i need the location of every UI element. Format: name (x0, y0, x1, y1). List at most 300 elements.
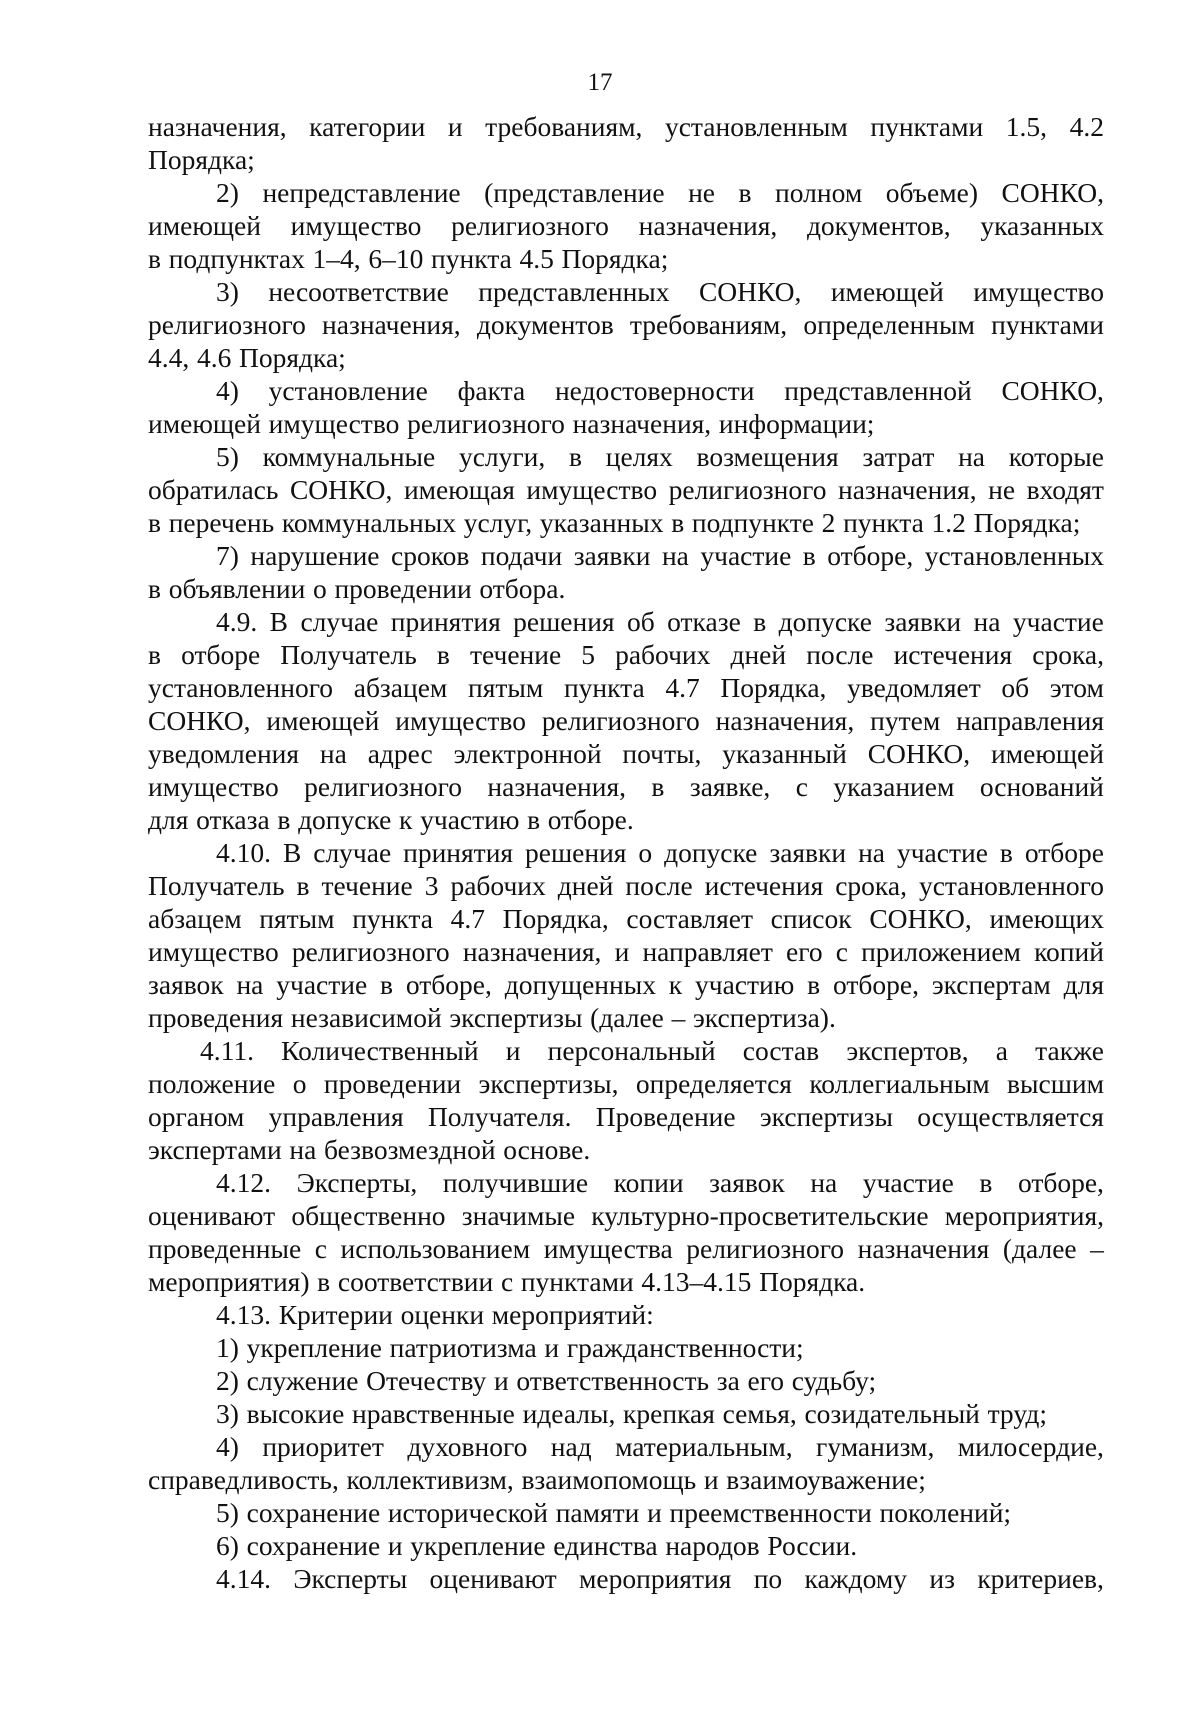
word: назначения (857, 1233, 990, 1264)
word: участие (1012, 606, 1104, 637)
word: назначения, (837, 474, 977, 505)
word: о (313, 573, 327, 604)
word: решения (513, 606, 615, 637)
word: принятия (390, 606, 501, 637)
word: созидательный (804, 1398, 980, 1429)
word: коммунальные (262, 441, 436, 472)
word: семья, (722, 1398, 797, 1429)
word: услуг, (463, 507, 533, 538)
word: случае (313, 837, 392, 868)
word: для (1063, 969, 1104, 1000)
word: срока, (1032, 639, 1104, 670)
text-line (148, 1067, 1104, 1100)
word: СОНКО, (698, 276, 802, 307)
word: установление (268, 375, 428, 406)
word: в (569, 441, 583, 472)
word: и (703, 1464, 719, 1495)
word: после (806, 639, 874, 670)
word: В (282, 837, 302, 868)
word: в (148, 507, 161, 538)
word: религиозного (668, 474, 827, 505)
word: состав (742, 1035, 820, 1066)
word: крепкая (623, 1398, 715, 1429)
word: на (289, 1134, 317, 1165)
word: оценки (400, 1299, 485, 1330)
word: пункта (431, 243, 512, 274)
word: о (292, 1068, 307, 1099)
word: после (625, 870, 693, 901)
word: приоритет (262, 1431, 384, 1462)
word: путем (870, 705, 941, 736)
word: отборе, (1017, 1167, 1104, 1198)
word: на (958, 441, 986, 472)
word: представленной (784, 375, 972, 406)
word: мероприятия (579, 1563, 732, 1594)
word: СОНКО, (867, 738, 971, 769)
word: 4.6 (196, 342, 232, 373)
word: пунктами (520, 1266, 634, 1297)
word: назначения, (638, 210, 778, 241)
word: перечень (168, 507, 275, 538)
word: из (929, 1563, 955, 1594)
word: идеалы, (522, 1398, 616, 1429)
word: религиозного (407, 408, 565, 439)
word: и (493, 1365, 509, 1396)
word: взаимоуважение; (726, 1464, 926, 1495)
word: по (753, 1563, 783, 1594)
word: (далее (590, 1002, 664, 1033)
word: истечения (893, 639, 1013, 670)
word: 4.13. (216, 1299, 271, 1330)
word: участию (695, 969, 795, 1000)
word: отборе (181, 639, 261, 670)
word: принятия (403, 837, 514, 868)
word: назначения, (462, 936, 602, 967)
word: участие (276, 969, 368, 1000)
word: установленным (664, 111, 848, 142)
text-line (148, 1265, 1104, 1298)
word: и (387, 1530, 403, 1561)
word: случае (300, 606, 379, 637)
word: имеющей (148, 210, 261, 241)
word: – (1090, 1233, 1104, 1264)
word: проведения (148, 1002, 284, 1033)
word: 4.13–4.15 (641, 1266, 752, 1297)
word: целях (605, 441, 673, 472)
word: допущенных (504, 969, 656, 1000)
word: 2) (216, 1365, 239, 1396)
word: установленных (924, 540, 1104, 571)
word: документов, (806, 210, 951, 241)
word: заявки (884, 606, 962, 637)
word: высшим (1007, 1068, 1104, 1099)
word: Порядка; (561, 243, 669, 274)
word: пункта (843, 507, 924, 538)
word: с (835, 936, 848, 967)
text-line (148, 275, 1104, 308)
word: приложением (861, 936, 1021, 967)
word: недостоверности (554, 375, 755, 406)
word: материальным, (615, 1431, 793, 1462)
text-line (148, 1199, 1104, 1232)
text-line (148, 770, 1104, 803)
word: религиозного (541, 705, 700, 736)
text-line (148, 1034, 1104, 1067)
word: имущество (395, 705, 526, 736)
word: СОНКО, (1001, 177, 1104, 208)
word: экспертам (931, 969, 1051, 1000)
text-line (148, 539, 1104, 572)
word: также (1035, 1035, 1104, 1066)
word: общественно (291, 1200, 446, 1231)
word: судьбу; (791, 1365, 877, 1396)
word: и (505, 1035, 521, 1066)
word: религиозного (291, 936, 450, 967)
word: имущество (268, 408, 400, 439)
word: коммунальных (281, 507, 456, 538)
word: участие (862, 1167, 954, 1198)
word: и (447, 111, 463, 142)
word: отборе (1024, 837, 1104, 868)
word: участие (896, 837, 988, 868)
word: об (1001, 672, 1030, 703)
document-body (148, 110, 1104, 1595)
word: назначения, (487, 771, 626, 802)
word: на (236, 969, 264, 1000)
word: дней (557, 870, 614, 901)
word: услуги, (458, 441, 546, 472)
word: адрес (367, 738, 433, 769)
text-line (148, 176, 1104, 209)
text-line (148, 506, 1104, 539)
word: допуске (664, 837, 758, 868)
word: Порядка, (502, 903, 609, 934)
word: соответствии (337, 1266, 494, 1297)
word: полном (775, 177, 863, 208)
word: имеющей (991, 738, 1104, 769)
word: сохранение (246, 1530, 381, 1561)
word: имущества (543, 1233, 673, 1264)
word: проведенные (148, 1233, 302, 1264)
word: на (319, 738, 347, 769)
text-line (148, 968, 1104, 1001)
word: на (661, 540, 689, 571)
word: не (688, 177, 716, 208)
text-line (148, 407, 1104, 440)
word: участию (420, 804, 520, 835)
word: служение (246, 1365, 359, 1396)
text-line (148, 1100, 1104, 1133)
text-line (148, 374, 1104, 407)
word: входят (1026, 474, 1104, 505)
word: 4.10. (216, 837, 271, 868)
word: электронной (453, 738, 602, 769)
word: абзацем (148, 903, 242, 934)
word: заявок (148, 969, 224, 1000)
word: пунктами (870, 111, 984, 142)
word: затрат (862, 441, 935, 472)
word: Получателя. (427, 1101, 572, 1132)
word: требованиям, (485, 111, 643, 142)
word: на (858, 837, 886, 868)
word: 1–4, (312, 243, 361, 274)
word: объеме) (885, 177, 978, 208)
word: преемственности (669, 1497, 872, 1528)
word: духовного (407, 1431, 528, 1462)
word: коллективизм, (346, 1464, 514, 1495)
word: сроков (390, 540, 470, 571)
word: труд; (987, 1398, 1047, 1429)
word: почты, (622, 738, 702, 769)
word: проведении (334, 573, 472, 604)
word: составляет (626, 903, 753, 934)
word: экспертиза). (693, 1002, 836, 1033)
word: участие (700, 540, 792, 571)
word: указанных (980, 210, 1104, 241)
word: независимой (290, 1002, 442, 1033)
word: к (399, 804, 413, 835)
word: в (148, 639, 161, 670)
word: использованием (340, 1233, 531, 1264)
word: 4.5 (519, 243, 554, 274)
word: справедливость, (148, 1464, 339, 1495)
word: пятым (468, 672, 544, 703)
word: документов (476, 309, 614, 340)
text-line (148, 341, 1104, 374)
word: отборе, (832, 969, 919, 1000)
text-line (148, 1496, 1104, 1529)
word: 3) (216, 276, 239, 307)
text-line (148, 1397, 1104, 1430)
word: нарушение (250, 540, 380, 571)
word: 5) (216, 1497, 239, 1528)
word: в (753, 606, 767, 637)
word: рабочих (615, 639, 711, 670)
word: отборе, (405, 969, 492, 1000)
word: Порядка, (720, 672, 827, 703)
word: экспертов, (846, 1035, 969, 1066)
word: Порядка; (973, 507, 1081, 538)
word: в (671, 507, 685, 538)
word: нравственные (352, 1398, 515, 1429)
word: уведомления (148, 738, 300, 769)
word: срока, (835, 870, 907, 901)
word: дней (730, 639, 787, 670)
word: возмещения (696, 441, 839, 472)
word: 5 (581, 639, 596, 670)
text-line (148, 572, 1104, 605)
word: рабочих (450, 870, 546, 901)
word: на (973, 606, 1001, 637)
word: СОНКО, (869, 903, 972, 934)
word: 6) (216, 1530, 239, 1561)
word: имущество (148, 936, 279, 967)
word: информации; (718, 408, 875, 439)
word: истечения (704, 870, 824, 901)
word: обратилась (148, 474, 279, 505)
word: отказе (667, 606, 741, 637)
word: (далее (1002, 1233, 1077, 1264)
text-line (148, 1463, 1104, 1496)
word: сохранение (246, 1497, 381, 1528)
word: органом (148, 1101, 245, 1132)
word: Получатель (280, 639, 417, 670)
word: установленного (918, 870, 1104, 901)
word: указанный (722, 738, 847, 769)
word: Эксперты, (296, 1167, 418, 1198)
word: отбора. (479, 573, 566, 604)
word: гуманизм, (816, 1431, 935, 1462)
word: категории (309, 111, 426, 142)
word: и (544, 1332, 560, 1363)
text-line (148, 1298, 1104, 1331)
word: единства (553, 1530, 658, 1561)
word: экспертизы (449, 1002, 583, 1033)
word: патриотизма (389, 1332, 537, 1363)
word: Порядка; (239, 342, 346, 373)
word: заявок (709, 1167, 785, 1198)
word: в (317, 1266, 331, 1297)
word: положение (148, 1068, 276, 1099)
word: назначения, (322, 309, 461, 340)
text-line (148, 473, 1104, 506)
word: 5) (216, 441, 239, 472)
word: факта (457, 375, 526, 406)
word: религиозного (686, 1233, 845, 1264)
word: 1) (216, 1332, 239, 1363)
word: Проведение (595, 1101, 736, 1132)
word: к (668, 969, 683, 1000)
word: персональный (547, 1035, 716, 1066)
word: пункта (563, 672, 645, 703)
word: указанных (539, 507, 664, 538)
word: взаимопомощь (521, 1464, 697, 1495)
word: отборе, (827, 540, 914, 571)
word: религиозного (148, 309, 306, 340)
word: управления (268, 1101, 404, 1132)
text-line (148, 1364, 1104, 1397)
word: в (148, 573, 161, 604)
word: культурно-просветительские (591, 1200, 929, 1231)
word: объявлении (168, 573, 306, 604)
word: осуществляется (917, 1101, 1104, 1132)
word: копии (613, 1167, 684, 1198)
text-line (148, 1430, 1104, 1463)
text-line (148, 1001, 1104, 1034)
word: мероприятия) (148, 1266, 310, 1297)
word: в (802, 540, 816, 571)
word: 1.2 (931, 507, 966, 538)
word: Отечеству (366, 1365, 487, 1396)
text-line (148, 1562, 1104, 1595)
text-line (148, 902, 1104, 935)
word: установленного (148, 672, 334, 703)
word: и (614, 936, 630, 967)
word: направляет (642, 936, 773, 967)
word: – (671, 1002, 686, 1033)
text-line (148, 110, 1104, 143)
word: в (436, 639, 450, 670)
word: 4) (216, 375, 239, 406)
word: подпунктах (168, 243, 305, 274)
word: пунктами (991, 309, 1104, 340)
word: о (638, 837, 653, 868)
word: 4.11. (200, 1035, 254, 1066)
word: его (747, 1365, 785, 1396)
word: 2 (821, 507, 836, 538)
word: пятым (259, 903, 335, 934)
word: 4) (216, 1431, 239, 1462)
word: Эксперты (293, 1563, 408, 1594)
word: за (716, 1365, 740, 1396)
word: указанием (833, 771, 955, 802)
word: непредставление (262, 177, 461, 208)
word: безвозмездной (324, 1134, 496, 1165)
word: имущество (148, 771, 279, 802)
word: имущество (973, 276, 1104, 307)
word: подпункте (691, 507, 814, 538)
word: допуске (298, 804, 392, 835)
word: ответственность (516, 1365, 710, 1396)
word: укрепление (246, 1332, 382, 1363)
word: 4.4, (148, 342, 190, 373)
text-line (148, 803, 1104, 836)
word: 4.12. (216, 1167, 271, 1198)
word: заявки (573, 540, 651, 571)
word: которые (1008, 441, 1104, 472)
word: и (647, 1497, 662, 1528)
word: представленных (478, 276, 670, 307)
word: гражданственности; (566, 1332, 804, 1363)
word: оценивают (148, 1200, 276, 1231)
word: назначения, (148, 111, 287, 142)
word: имущество (290, 210, 422, 241)
word: имеющих (989, 903, 1104, 934)
word: отборе. (547, 804, 634, 835)
word: с (314, 1233, 327, 1264)
word: коллегиальным (809, 1068, 990, 1099)
word: определяется (635, 1068, 792, 1099)
text-line (148, 1232, 1104, 1265)
word: имеющей (266, 705, 380, 736)
word: имущество (526, 474, 658, 505)
word: 4.9. (216, 606, 258, 637)
word: исторической (387, 1497, 548, 1528)
word: несоответствие (268, 276, 449, 307)
word: критериев, (977, 1563, 1104, 1594)
word: имеющая (403, 474, 515, 505)
word: в (380, 969, 394, 1000)
text-line (148, 737, 1104, 770)
word: в (807, 969, 821, 1000)
text-line (148, 869, 1104, 902)
text-line (148, 1166, 1104, 1199)
word: в (277, 804, 291, 835)
word: оснований (979, 771, 1104, 802)
word: Критерии (278, 1299, 393, 1330)
word: 3 (424, 870, 439, 901)
word: В (269, 606, 289, 637)
word: об (626, 606, 655, 637)
word: 4.7 (450, 903, 485, 934)
word: 4.7 (665, 672, 700, 703)
word: имеющей (830, 276, 944, 307)
word: Порядка; (148, 144, 255, 175)
word: СОНКО, (289, 474, 393, 505)
word: заявке, (689, 771, 771, 802)
word: памяти (555, 1497, 640, 1528)
word: 2) (216, 177, 239, 208)
